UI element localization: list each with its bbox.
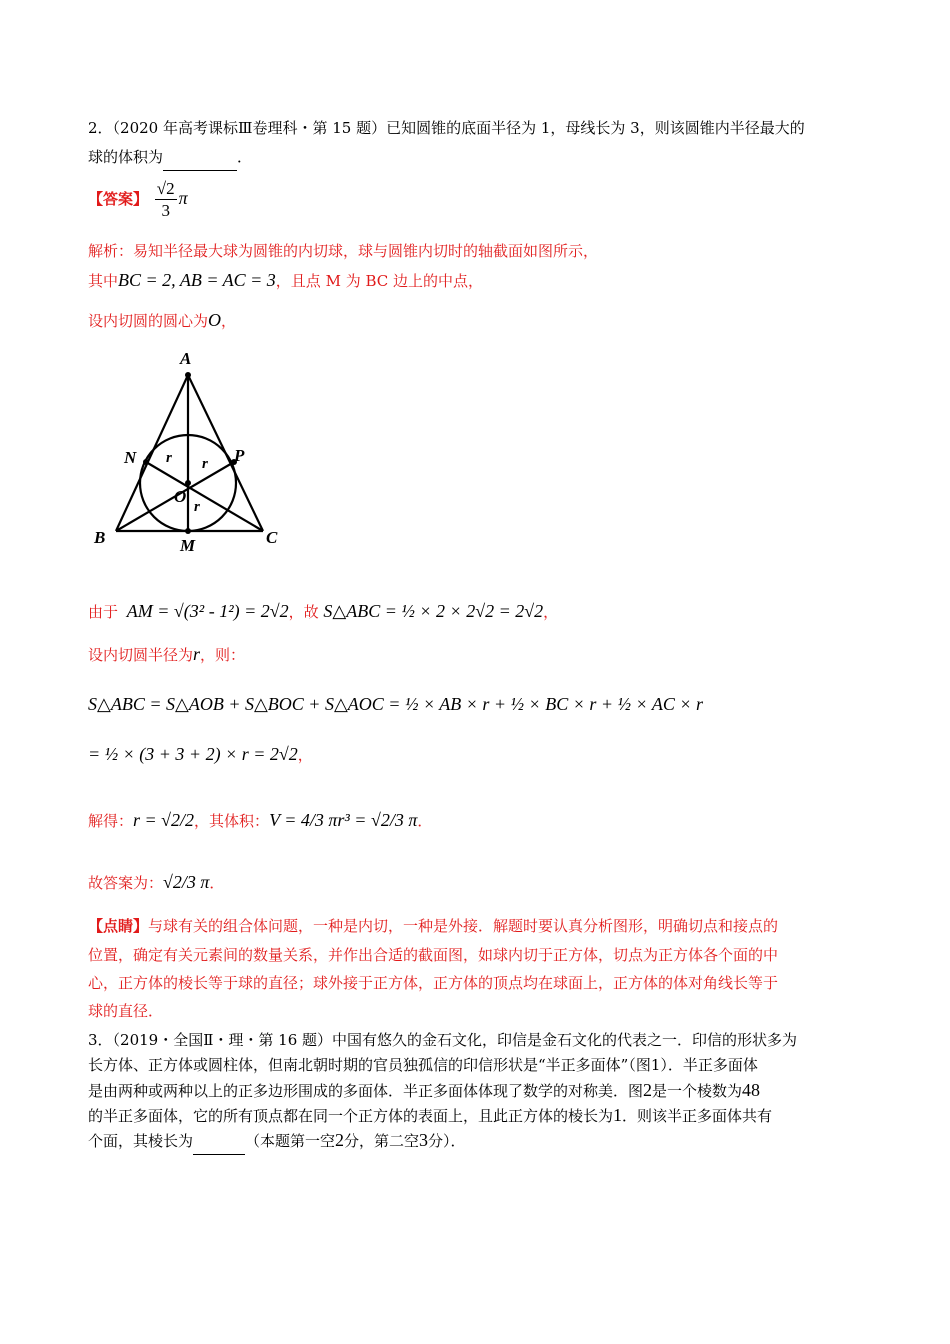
- solve-line: 解得：r = √2/2，其体积：V = 4/3 πr³ = √2/3 π．: [88, 810, 433, 830]
- note-line2: 位置，确定有关元素间的数量关系，并作出合适的截面图，如球内切于正方体，切点为正方体各个面的中: [88, 946, 779, 964]
- label-m: M: [180, 536, 196, 555]
- q2-answer: 【答案】 $\frac{√2}{3}$ π: [88, 179, 188, 220]
- answer-blank: [163, 156, 237, 171]
- label-n: N: [124, 448, 137, 467]
- note-line3: 心，正方体的棱长等于球的直径；球外接于正方体，正方体的顶点均在球面上，正方体的体对角线长等于: [88, 974, 779, 992]
- label-p: P: [234, 446, 245, 465]
- analysis-line3: 设内切圆的圆心为O，: [88, 310, 237, 330]
- label-r-left: r: [166, 450, 172, 466]
- q3-line1: 3．（2019・全国Ⅱ・理・第 16 题）中国有悠久的金石文化，印信是金石文化的代表之一．印信的形状多为: [88, 1031, 798, 1049]
- note-line1: 【点睛】与球有关的组合体问题，一种是内切，一种是外接．解题时要认真分析图形，明确切点和接点的: [88, 917, 779, 935]
- label-o: O: [174, 487, 187, 506]
- analysis-line2: 其中BC = 2, AB = AC = 3，且点 M 为 BC 边上的中点，: [88, 270, 484, 290]
- answer-blank-2: [193, 1140, 245, 1155]
- final-answer-line: 故答案为：√2/3 π．: [88, 872, 225, 892]
- answer-tag: 【答案】: [88, 190, 149, 208]
- point-a: [185, 372, 191, 378]
- q2-stem-line2: 球的体积为 ．: [88, 143, 252, 171]
- label-c: C: [266, 528, 278, 547]
- label-r-right: r: [202, 456, 208, 472]
- area-equation-1: S△ABC = S△AOB + S△BOC + S△AOC = ½ × AB × r + ½ × BC × r + ½ × AC × r: [88, 694, 703, 714]
- label-b: B: [94, 528, 106, 547]
- incircle-figure: [88, 345, 288, 560]
- point-o: [185, 480, 191, 486]
- q3-line3: 是由两种或两种以上的正多边形围成的多面体．半正多面体体现了数学的对称美．图2是一个棱数为48: [88, 1080, 761, 1100]
- q3-line4: 的半正多面体，它的所有顶点都在同一个正方体的表面上，且此正方体的棱长为1．则该半正多面体共有: [88, 1105, 773, 1125]
- label-a: A: [180, 349, 192, 368]
- analysis-line1: 解析：易知半径最大球为圆锥的内切球，球与圆锥内切时的轴截面如图所示，: [88, 242, 599, 260]
- q3-line5: 个面，其棱长为 （本题第一空2分，第二空3分）．: [88, 1126, 466, 1155]
- let-r-line: 设内切圆半径为r，则：: [88, 644, 246, 664]
- label-r-bottom: r: [194, 499, 200, 515]
- since-line: 由于 AM = √(3² - 1²) = 2√2，故 S△ABC = ½ × 2 × 2√2 = 2√2，: [88, 601, 559, 621]
- note-line4: 球的直径．: [88, 1002, 164, 1020]
- point-m: [185, 528, 191, 534]
- q2-stem-line1: 2．（2020 年高考课标Ⅲ卷理科・第 15 题）已知圆锥的底面半径为 1，母线长为 3，则该圆锥内半径最大的: [88, 119, 805, 137]
- q3-line2: 长方体、正方体或圆柱体，但南北朝时期的官员独孤信的印信形状是“半正多面体”（图1）．半正多面体: [88, 1056, 758, 1074]
- area-equation-2: = ½ × (3 + 3 + 2) × r = 2√2，: [88, 744, 313, 764]
- point-n: [143, 459, 149, 465]
